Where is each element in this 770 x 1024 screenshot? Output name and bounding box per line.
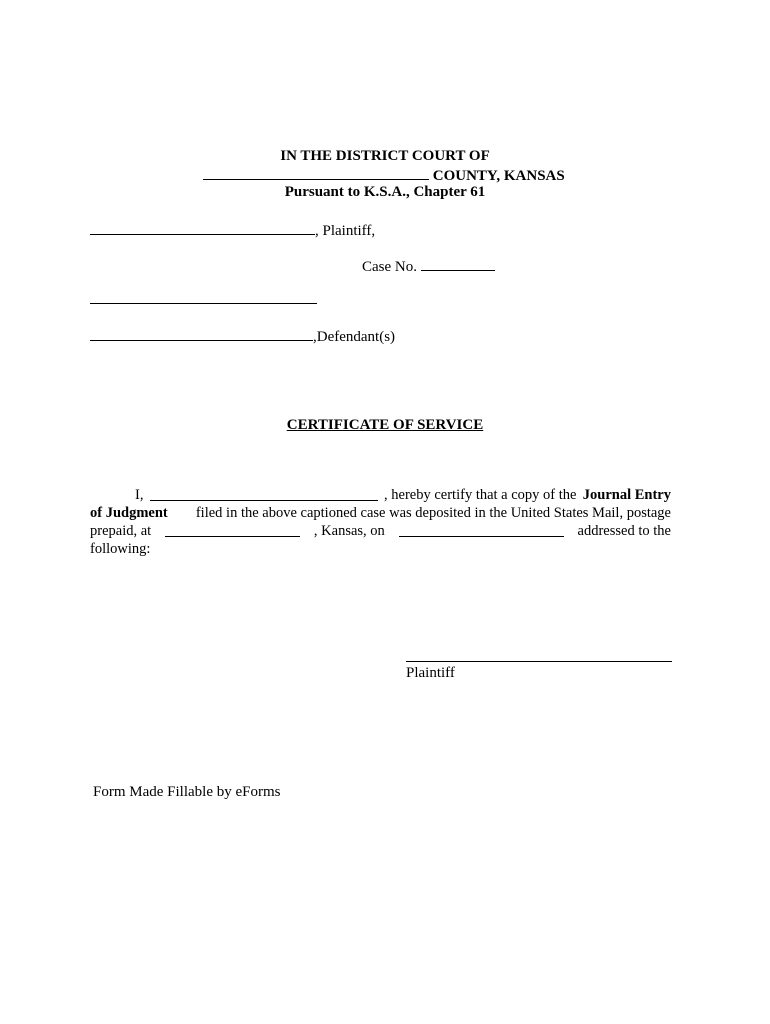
plaintiff-label: , Plaintiff, [315, 223, 376, 239]
certifier-name-field[interactable] [150, 486, 378, 501]
body-line-4 [90, 540, 671, 558]
eforms-footer-note: Form Made Fillable by eForms [93, 784, 281, 800]
mailing-city-field[interactable] [165, 522, 300, 537]
prepaid-text: prepaid, at [90, 523, 152, 539]
mailing-date-field[interactable] [399, 522, 564, 537]
mail-text: filed in the above captioned case was deposited in the United States Mail, postage [195, 505, 671, 521]
kansas-on-text: , Kansas, on [313, 523, 385, 539]
body-line-1 [90, 486, 671, 504]
of-judgment-text: of Judgment [90, 505, 168, 521]
county-kansas-label: COUNTY, KANSAS [429, 168, 565, 184]
signature-label: Plaintiff [406, 665, 455, 681]
plaintiff-name-field[interactable] [90, 220, 315, 235]
defendant-row [90, 326, 395, 346]
body-line-3 [90, 522, 671, 540]
certificate-body [90, 486, 671, 558]
addressed-text: addressed to the [577, 523, 671, 539]
certificate-title [0, 416, 770, 434]
county-line [203, 165, 565, 185]
plaintiff-row [90, 220, 375, 240]
court-heading-line1: IN THE DISTRICT COURT OF [280, 148, 490, 164]
following-text: following: [90, 541, 151, 557]
certificate-title-text: CERTIFICATE OF SERVICE [286, 417, 484, 433]
statute-reference: Pursuant to K.S.A., Chapter 61 [284, 184, 486, 200]
party-extra-line-field[interactable] [90, 303, 317, 304]
case-number-label: Case No. [362, 259, 421, 275]
certifier-prefix: I, [135, 487, 144, 503]
defendant-name-field[interactable] [90, 326, 313, 341]
case-number-field[interactable] [421, 256, 495, 271]
defendant-label: ,Defendant(s) [313, 329, 396, 345]
certify-text: , hereby certify that a copy of the [384, 487, 577, 503]
case-number-row [362, 256, 495, 276]
plaintiff-signature-field[interactable] [406, 661, 672, 662]
county-name-field[interactable] [203, 165, 429, 180]
body-line-2 [90, 504, 671, 522]
journal-entry-text: Journal Entry [582, 487, 671, 503]
